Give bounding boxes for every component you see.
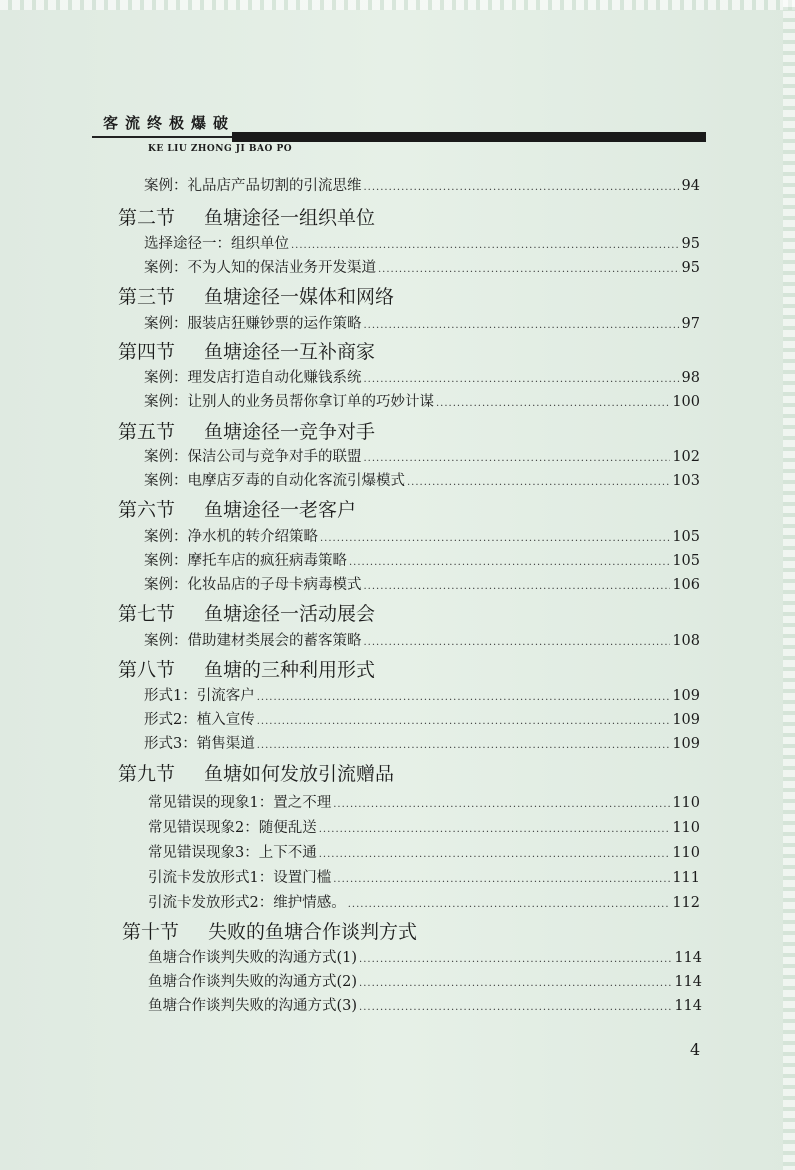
toc-section-heading: [118, 340, 375, 364]
toc-entry-page: 112: [672, 895, 700, 911]
dot-leader: [359, 950, 672, 970]
toc-entry-page: 103: [672, 473, 700, 489]
toc-entry-label: 形式1：引流客户: [144, 688, 255, 704]
toc-entry-page: 95: [681, 236, 700, 252]
section-number: 第九节: [118, 763, 176, 785]
toc-entry[interactable]: [148, 972, 702, 992]
toc-entry-page: 109: [672, 688, 700, 704]
toc-entry-label: 常见错误的现象1：置之不理: [148, 795, 332, 811]
section-number: 第七节: [118, 603, 176, 625]
section-number: 第十节: [122, 921, 180, 943]
toc-entry-label: 常见错误现象3：上下不通: [148, 845, 317, 861]
toc-entry-page: 110: [672, 845, 700, 861]
section-title: 鱼塘如何发放引流赠品: [204, 763, 395, 785]
toc-entry[interactable]: [144, 314, 700, 334]
toc-entry[interactable]: [148, 843, 700, 863]
toc-section-heading: [118, 206, 375, 230]
toc-entry-page: 110: [672, 795, 700, 811]
toc-entry-page: 94: [681, 178, 700, 194]
toc-entry-page: 95: [681, 260, 700, 276]
toc-entry[interactable]: [144, 471, 700, 491]
section-number: 第二节: [118, 207, 176, 229]
toc-entry-label: 案例：礼品店产品切割的引流思维: [144, 178, 362, 194]
toc-entry-page: 108: [672, 633, 700, 649]
toc-entry-page: 105: [672, 529, 700, 545]
toc-entry[interactable]: [144, 392, 700, 412]
dot-leader: [378, 260, 680, 280]
running-header-subtitle: KE LIU ZHONG JI BAO PO: [148, 144, 293, 154]
toc-entry[interactable]: [148, 948, 702, 968]
toc-entry[interactable]: [148, 868, 700, 888]
toc-entry[interactable]: [144, 447, 700, 467]
section-title: 失败的鱼塘合作谈判方式: [208, 921, 418, 943]
dot-leader: [364, 316, 680, 336]
dot-leader: [319, 820, 671, 840]
toc-entry-label: 选择途径一：组织单位: [144, 236, 289, 252]
section-number: 第四节: [118, 341, 176, 363]
page-number: 4: [690, 1040, 701, 1059]
section-title: 鱼塘途径一活动展会: [204, 603, 376, 625]
toc-section-heading: [118, 285, 394, 309]
header-rule: [92, 132, 706, 142]
toc-entry[interactable]: [144, 527, 700, 547]
section-number: 第五节: [118, 421, 176, 443]
dot-leader: [364, 178, 680, 198]
toc-section-heading: [118, 762, 394, 786]
toc-entry-label: 案例：摩托车店的疯狂病毒策略: [144, 553, 347, 569]
dot-leader: [348, 895, 671, 915]
toc-entry-label: 案例：保洁公司与竞争对手的联盟: [144, 449, 362, 465]
toc-entry-label: 案例：化妆品店的子母卡病毒模式: [144, 577, 362, 593]
toc-entry[interactable]: [144, 368, 700, 388]
toc-entry-label: 引流卡发放形式2：维护情感。: [148, 895, 346, 911]
section-title: 鱼塘途径一竞争对手: [204, 421, 376, 443]
dot-leader: [407, 473, 670, 493]
toc-section-heading: [122, 920, 417, 944]
toc-entry-page: 109: [672, 712, 700, 728]
section-number: 第八节: [118, 659, 176, 681]
toc-entry-label: 常见错误现象2：随便乱送: [148, 820, 317, 836]
toc-entry-label: 案例：让别人的业务员帮你拿订单的巧妙计谋: [144, 394, 434, 410]
toc-entry-page: 114: [674, 950, 702, 966]
toc-entry[interactable]: [144, 176, 700, 196]
toc-entry[interactable]: [144, 686, 700, 706]
toc-entry[interactable]: [148, 793, 700, 813]
dot-leader: [257, 688, 671, 708]
toc-entry[interactable]: [148, 996, 702, 1016]
dot-leader: [257, 736, 671, 756]
toc-entry-page: 111: [672, 870, 700, 886]
toc-entry-page: 110: [672, 820, 700, 836]
dot-leader: [257, 712, 671, 732]
toc-entry-label: 鱼塘合作谈判失败的沟通方式(2): [148, 974, 358, 990]
toc-entry-label: 案例：服装店狂赚钞票的运作策略: [144, 316, 362, 332]
dot-leader: [364, 370, 680, 390]
toc-entry[interactable]: [144, 551, 700, 571]
toc-entry-label: 形式3：销售渠道: [144, 736, 255, 752]
toc-entry-label: 形式2：植入宣传: [144, 712, 255, 728]
toc-entry-page: 109: [672, 736, 700, 752]
toc-entry-label: 鱼塘合作谈判失败的沟通方式(3): [148, 998, 358, 1014]
toc-section-heading: [118, 420, 375, 444]
toc-entry-page: 114: [674, 974, 702, 990]
toc-entry-page: 114: [674, 998, 702, 1014]
section-title: 鱼塘途径一互补商家: [204, 341, 376, 363]
toc-entry[interactable]: [144, 734, 700, 754]
section-title: 鱼塘途径一老客户: [204, 499, 357, 521]
dot-leader: [319, 845, 671, 865]
dot-leader: [364, 633, 671, 653]
dot-leader: [349, 553, 670, 573]
toc-entry-label: 案例：理发店打造自动化赚钱系统: [144, 370, 362, 386]
toc-entry[interactable]: [148, 893, 700, 913]
toc-entry-page: 102: [672, 449, 700, 465]
toc-entry[interactable]: [144, 258, 700, 278]
header-rule-thick: [232, 132, 706, 142]
toc-entry-page: 105: [672, 553, 700, 569]
dot-leader: [364, 449, 671, 469]
toc-entry[interactable]: [144, 234, 700, 254]
scan-edge-right: [783, 0, 795, 1170]
dot-leader: [333, 795, 670, 815]
dot-leader: [359, 974, 672, 994]
toc-entry-label: 案例：不为人知的保洁业务开发渠道: [144, 260, 376, 276]
toc-section-heading: [118, 602, 375, 626]
toc-entry-page: 100: [672, 394, 700, 410]
toc-section-heading: [118, 498, 356, 522]
toc-entry-label: 案例：借助建材类展会的蓄客策略: [144, 633, 362, 649]
section-title: 鱼塘途径一媒体和网络: [204, 286, 395, 308]
dot-leader: [333, 870, 670, 890]
dot-leader: [436, 394, 670, 414]
toc-entry-page: 97: [681, 316, 700, 332]
section-number: 第六节: [118, 499, 176, 521]
toc-entry-label: 案例：净水机的转介绍策略: [144, 529, 318, 545]
toc-entry[interactable]: [148, 818, 700, 838]
toc-entry-label: 案例：电摩店歹毒的自动化客流引爆模式: [144, 473, 405, 489]
dot-leader: [320, 529, 670, 549]
toc-entry-label: 鱼塘合作谈判失败的沟通方式(1): [148, 950, 358, 966]
section-title: 鱼塘的三种利用形式: [204, 659, 376, 681]
dot-leader: [291, 236, 680, 256]
section-title: 鱼塘途径一组织单位: [204, 207, 376, 229]
toc-section-heading: [118, 658, 375, 682]
scan-edge-top: [0, 0, 795, 10]
toc-entry-label: 引流卡发放形式1：设置门槛: [148, 870, 332, 886]
toc-entry[interactable]: [144, 710, 700, 730]
section-number: 第三节: [118, 286, 176, 308]
toc-entry-page: 98: [681, 370, 700, 386]
dot-leader: [359, 998, 672, 1018]
header-rule-thin: [92, 136, 232, 138]
toc-entry[interactable]: [144, 631, 700, 651]
toc-entry[interactable]: [144, 575, 700, 595]
running-header-title: 客流终极爆破: [103, 114, 236, 132]
toc-entry-page: 106: [672, 577, 700, 593]
dot-leader: [364, 577, 671, 597]
